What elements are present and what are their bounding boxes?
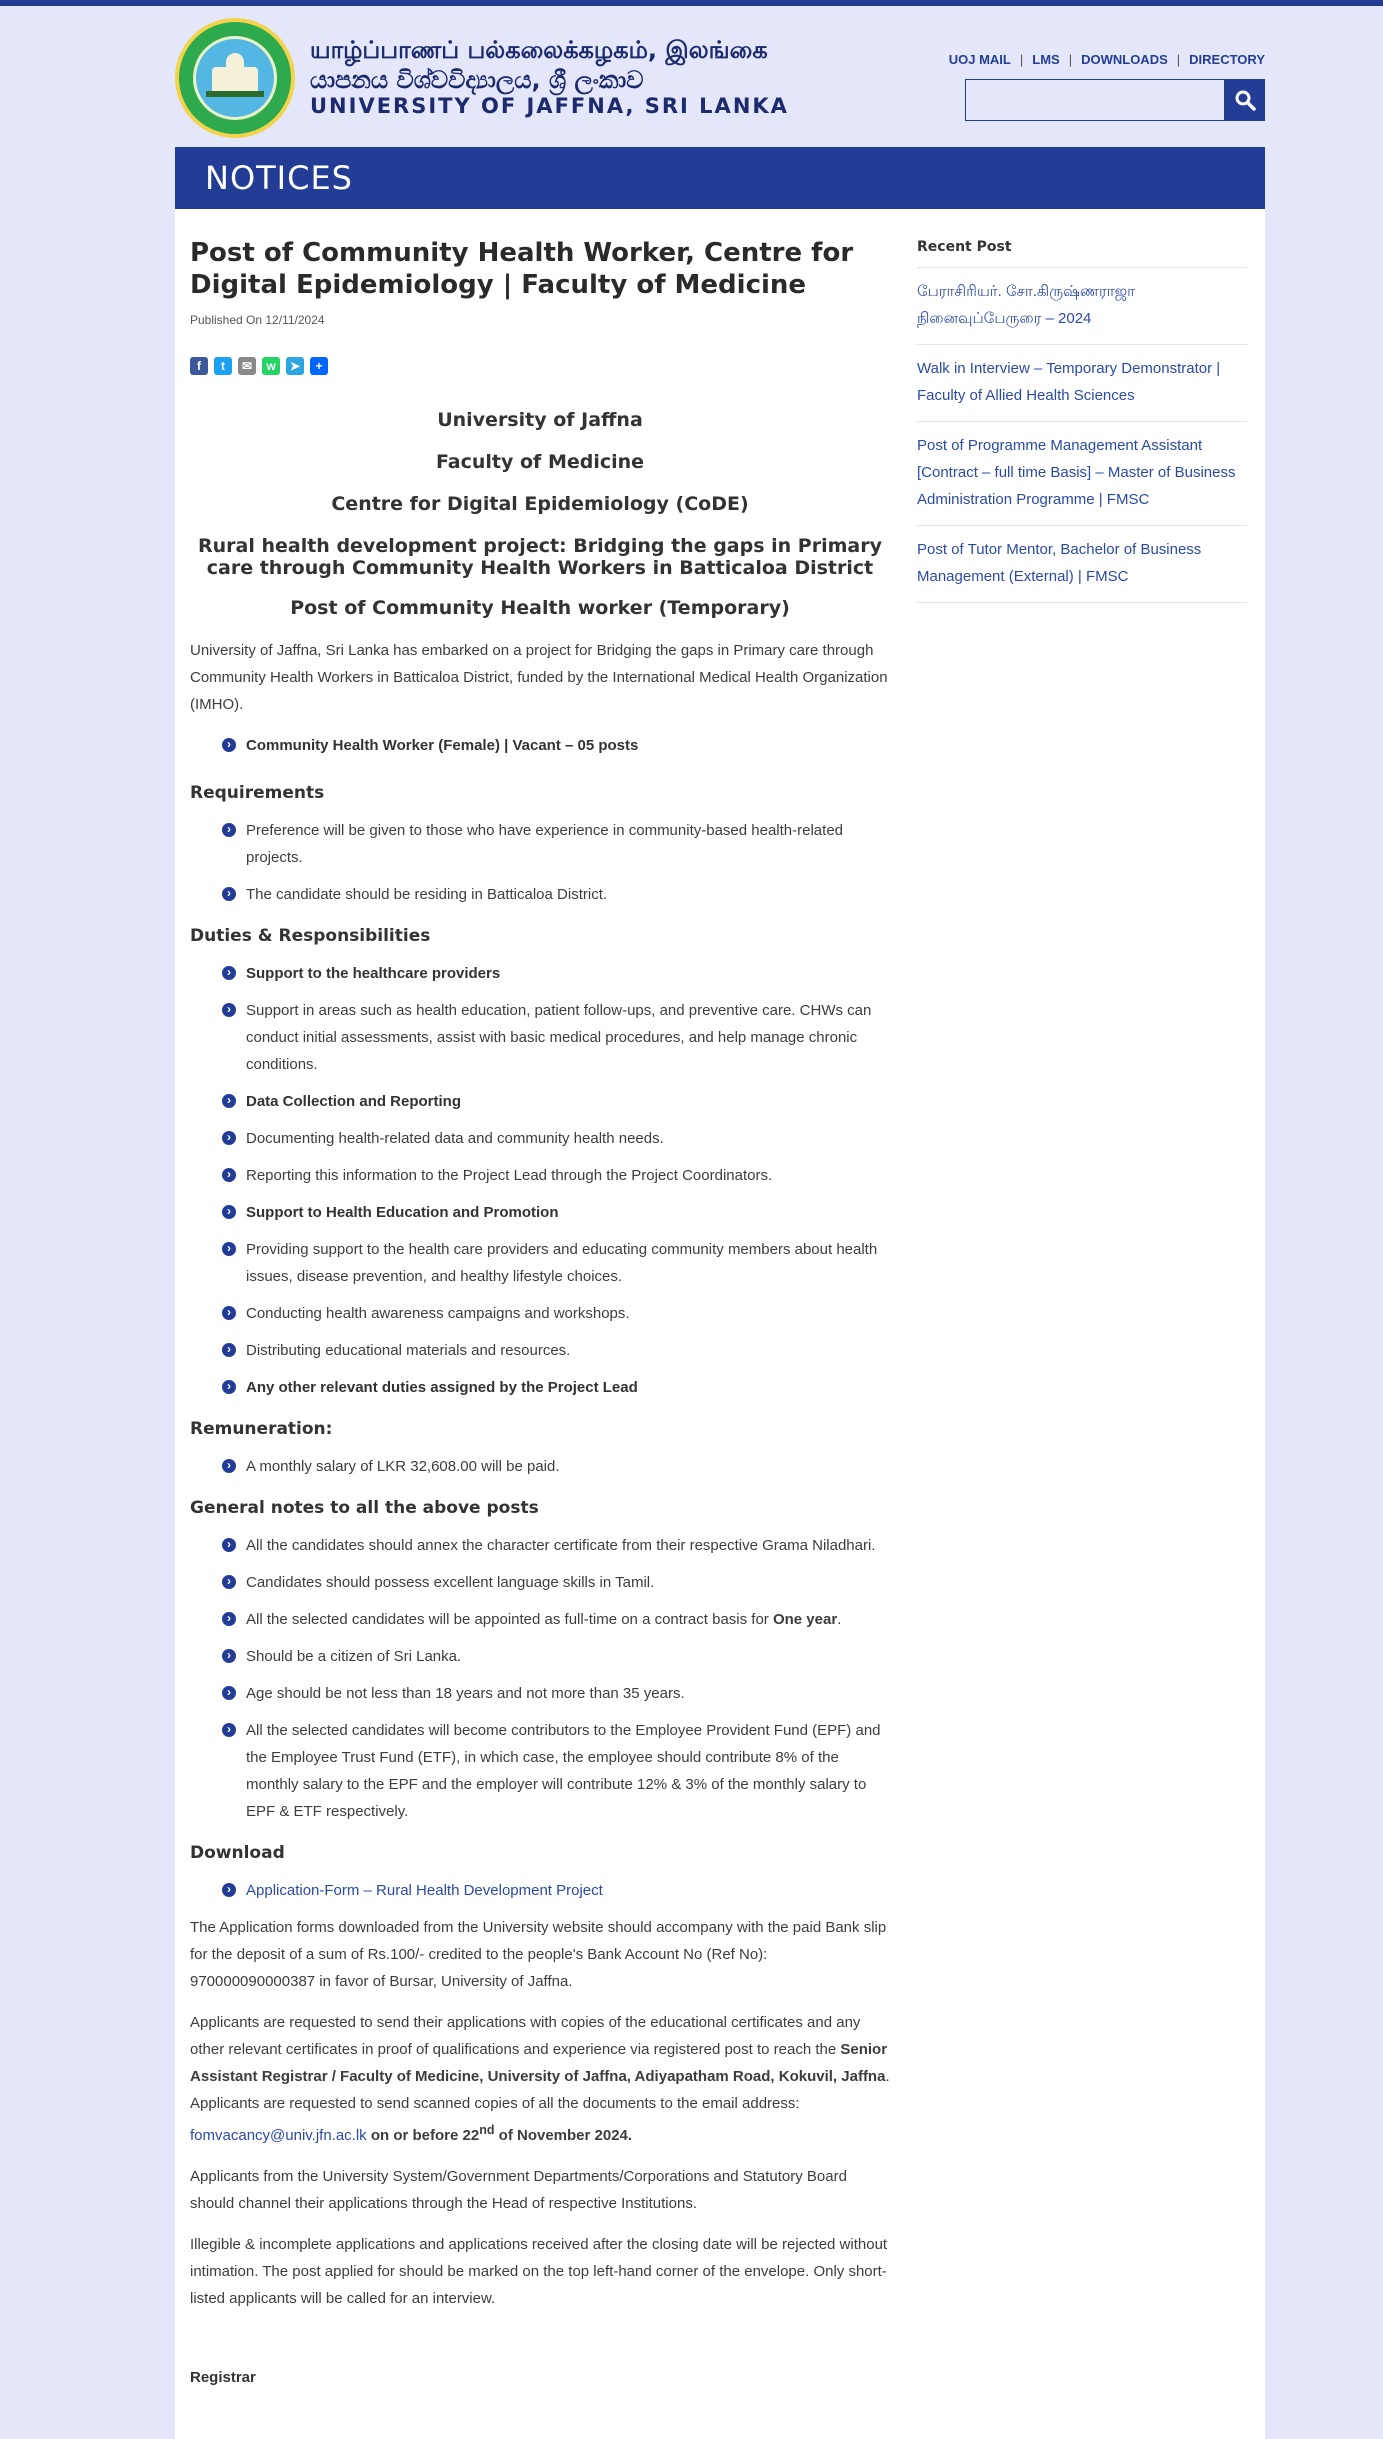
nav-separator: | (1176, 52, 1181, 67)
published-date: Published On 12/11/2024 (190, 313, 325, 327)
heading-centre: Centre for Digital Epidemiology (CoDE) (331, 493, 749, 515)
rejection-paragraph: Illegible & incomplete applications and applications received after the closing date will be rejected without intimation. The post applied for should be marked on the top left-hand corner of the envelope. Only short-listed applicants will be called for an interview. (190, 2236, 888, 2307)
duty-item: › Support to the healthcare providers (222, 960, 890, 987)
share-buttons (190, 357, 890, 375)
duties-list (190, 960, 890, 1401)
search-input[interactable] (965, 79, 1225, 121)
nav-uoj-mail[interactable]: UOJ MAIL (948, 52, 1011, 67)
note-contract-text: All the selected candidates will be appointed as full-time on a contract basis for (246, 1611, 773, 1628)
search-button[interactable] (1225, 79, 1265, 121)
site-title-sinhala: යාපනය විශ්වවිද්‍යාලය, ශ්‍රී ලංකාව (310, 66, 644, 94)
submission-text: Applicants are requested to send their applications with copies of the educational certificates and any other relevant certificates in proof of qualifications and experience via registered post to reach the (190, 2014, 861, 2058)
deadline-prefix: on or before 22 (366, 2127, 480, 2144)
nav-separator: | (1068, 52, 1073, 67)
heading-university: University of Jaffna (437, 409, 643, 431)
recent-post-link[interactable]: பேராசிரியர். சோ.கிருஷ்ணராஜா நினைவுப்பேருரை – 2024 (917, 283, 1135, 327)
remuneration-list (190, 1453, 890, 1480)
top-navigation (949, 52, 1265, 67)
duty-item: › Distributing educational materials and resources. (222, 1337, 890, 1364)
sidebar (917, 239, 1247, 603)
more-share-icon[interactable]: + (310, 357, 328, 375)
intro-paragraph: University of Jaffna, Sri Lanka has embarked on a project for Bridging the gaps in Primary care through Community Health Workers in Batticaloa District, funded by the International Medical Health Organization (IMHO). (190, 642, 888, 713)
logo-emblem (193, 36, 277, 120)
duty-item: › Support to Health Education and Promotion (222, 1199, 890, 1226)
notes-heading: General notes to all the above posts (190, 1498, 539, 1518)
nav-lms[interactable]: LMS (1032, 52, 1060, 67)
download-heading: Download (190, 1843, 285, 1863)
submission-paragraph (190, 2009, 890, 2149)
note-contract-suffix: . (837, 1611, 842, 1628)
deadline-suffix-sup: nd (479, 2123, 495, 2137)
recent-post-link[interactable]: Post of Programme Management Assistant [Contract – full time Basis] – Master of Business Administration Programme | FMSC (917, 437, 1236, 508)
download-list (190, 1877, 890, 1904)
bank-slip-paragraph: The Application forms downloaded from the University website should accompany with the paid Bank slip for the deposit of a sum of Rs.100/- credited to the people's Bank Account No (Ref No): 970000090000387 in favor of Bursar, University of Jaffna. (190, 1919, 887, 1990)
deadline-text (366, 2123, 633, 2144)
submission-address: Senior Assistant Registrar / Faculty of Medicine, University of Jaffna, Adiyapatham Road, Kokuvil, Jaffna (190, 2041, 888, 2085)
whatsapp-share-icon[interactable]: w (262, 357, 280, 375)
content-area (175, 209, 1265, 2439)
notes-list (190, 1532, 890, 1825)
recent-post-item (917, 345, 1247, 422)
university-logo[interactable] (175, 18, 295, 138)
heading-faculty: Faculty of Medicine (435, 451, 645, 473)
note-item: › All the selected candidates will become contributors to the Employee Provident Fund (EPF) and the Employee Trust Fund (ETF), in which case, the employee should contribute 8% of the monthly salary to the EPF and the employer will contribute 12% & 3% of the monthly salary to EPF & ETF respectively. (222, 1717, 890, 1825)
duty-item: › Data Collection and Reporting (222, 1088, 890, 1115)
logo-building-shape (212, 67, 258, 91)
note-item: › All the candidates should annex the character certificate from their respective Grama Niladhari. (222, 1532, 890, 1559)
search-icon (1234, 89, 1256, 111)
site-title-english: UNIVERSITY OF JAFFNA, SRI LANKA (310, 94, 789, 118)
vacancy-item: › Community Health Worker (Female) | Vacant – 05 posts (222, 732, 890, 759)
duty-item: › Reporting this information to the Project Lead through the Project Coordinators. (222, 1162, 890, 1189)
duty-item: › Support in areas such as health education, patient follow-ups, and preventive care. CHWs can conduct initial assessments, assist with basic medical procedures, and help manage chronic conditions. (222, 997, 890, 1078)
signature: Registrar (190, 2369, 256, 2386)
duties-heading: Duties & Responsibilities (190, 926, 431, 946)
duty-item: › Providing support to the health care providers and educating community members about health issues, disease prevention, and healthy lifestyle choices. (222, 1236, 890, 1290)
page-banner: NOTICES (175, 147, 1265, 209)
heading-post: Post of Community Health worker (Temporary) (290, 597, 790, 619)
requirement-item: › The candidate should be residing in Batticaloa District. (222, 881, 890, 908)
note-item: › Candidates should possess excellent language skills in Tamil. (222, 1569, 890, 1596)
submission-email-text: . Applicants are requested to send scanned copies of all the documents to the email address: (190, 2068, 890, 2112)
remuneration-heading: Remuneration: (190, 1419, 333, 1439)
email-share-icon[interactable]: ✉ (238, 357, 256, 375)
channel-paragraph: Applicants from the University System/Government Departments/Corporations and Statutory Board should channel their applications through the Head of respective Institutions. (190, 2168, 847, 2212)
site-title-tamil: யாழ்ப்பாணப் பல்கலைக்கழகம், இலங்கை (310, 36, 768, 64)
duty-item: › Documenting health-related data and community health needs. (222, 1125, 890, 1152)
requirements-heading: Requirements (190, 783, 325, 803)
recent-post-link[interactable]: Post of Tutor Mentor, Bachelor of Business Management (External) | FMSC (917, 541, 1202, 585)
requirements-list (190, 817, 890, 908)
deadline-month: of November 2024. (494, 2127, 633, 2144)
nav-separator: | (1019, 52, 1024, 67)
note-item: › Age should be not less than 18 years and not more than 35 years. (222, 1680, 890, 1707)
recent-post-item (917, 526, 1247, 603)
nav-downloads[interactable]: DOWNLOADS (1081, 52, 1168, 67)
note-item-contract (222, 1606, 890, 1633)
recent-post-link[interactable]: Walk in Interview – Temporary Demonstrator | Faculty of Allied Health Sciences (917, 360, 1221, 404)
facebook-share-icon[interactable]: f (190, 357, 208, 375)
nav-directory[interactable]: DIRECTORY (1189, 52, 1265, 67)
post-title: Post of Community Health Worker, Centre for Digital Epidemiology | Faculty of Medicine (190, 238, 854, 300)
recent-post-heading: Recent Post (917, 239, 1247, 268)
download-item (222, 1877, 890, 1904)
recent-post-item (917, 422, 1247, 526)
twitter-share-icon[interactable]: t (214, 357, 232, 375)
remuneration-item: › A monthly salary of LKR 32,608.00 will be paid. (222, 1453, 890, 1480)
telegram-share-icon[interactable]: ➤ (286, 357, 304, 375)
note-contract-duration: One year (772, 1611, 838, 1628)
application-form-link[interactable]: Application-Form – Rural Health Development Project (246, 1882, 603, 1899)
note-item: › Should be a citizen of Sri Lanka. (222, 1643, 890, 1670)
email-link[interactable]: fomvacancy@univ.jfn.ac.lk (190, 2127, 367, 2144)
duty-item: › Conducting health awareness campaigns and workshops. (222, 1300, 890, 1327)
recent-post-item (917, 268, 1247, 345)
search-form (965, 79, 1265, 123)
duty-item: › Any other relevant duties assigned by the Project Lead (222, 1374, 890, 1401)
site-header (175, 6, 1265, 146)
post-article (190, 237, 890, 2391)
logo-base-shape (206, 91, 264, 97)
vacancy-list (190, 732, 890, 759)
requirement-item: › Preference will be given to those who have experience in community-based health-related projects. (222, 817, 890, 871)
heading-project: Rural health development project: Bridging the gaps in Primary care through Community Health Workers in Batticaloa District (198, 535, 882, 579)
